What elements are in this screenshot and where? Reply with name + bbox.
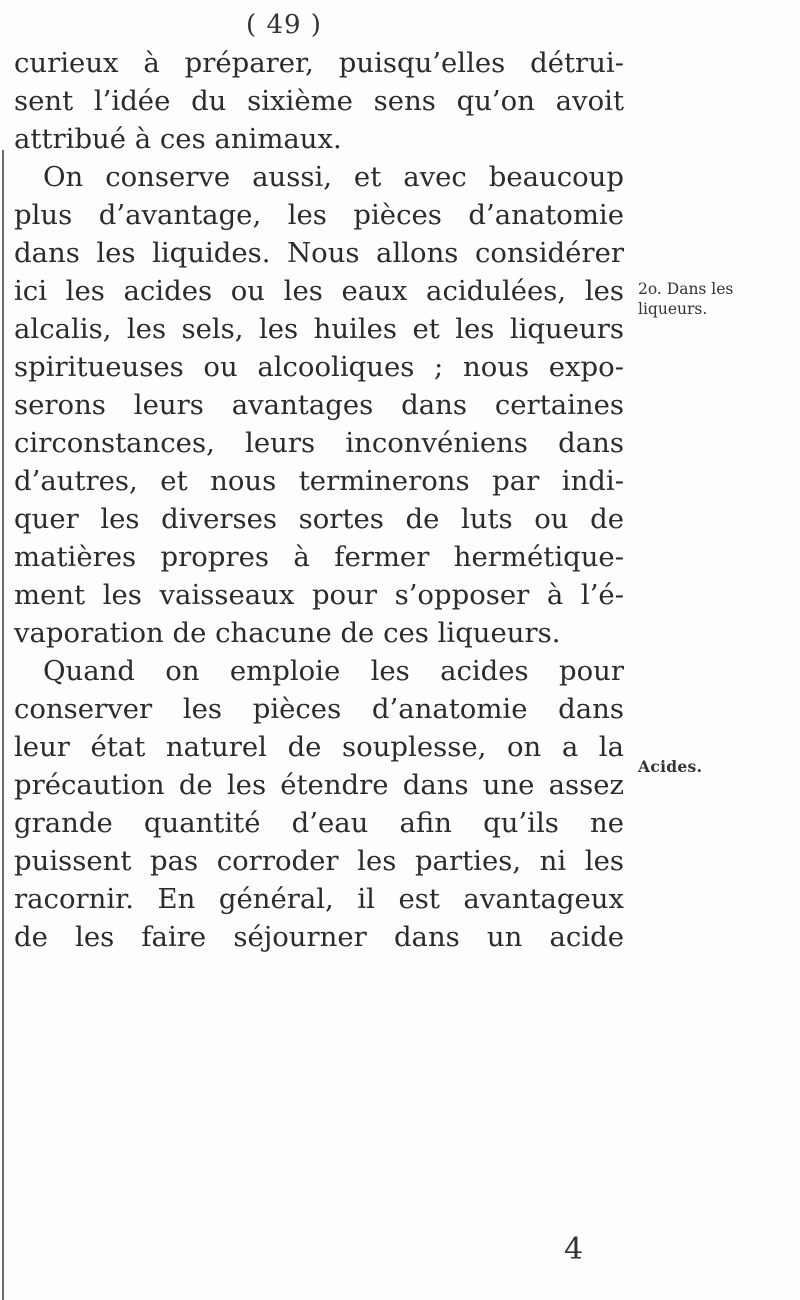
text-line: d’autres, et nous terminerons par indi-	[14, 465, 624, 497]
text-line: quer les diverses sortes de luts ou de	[14, 503, 624, 535]
text-line: curieux à préparer, puisqu’elles détrui-	[14, 47, 624, 79]
margin-note-line: liqueurs.	[638, 300, 708, 318]
catchword: 4	[564, 1232, 584, 1267]
text-line: conserver les pièces d’anatomie dans	[14, 693, 624, 725]
text-line: ici les acides ou les eaux acidulées, les	[14, 275, 624, 307]
page-number: ( 49 )	[246, 10, 322, 40]
body-text	[14, 44, 624, 956]
text-line: On conserve aussi, et avec beaucoup	[43, 161, 624, 193]
text-line: dans les liquides. Nous allons considérer	[14, 237, 624, 269]
text-line: ment les vaisseaux pour s’opposer à l’é-	[14, 579, 624, 611]
text-line: circonstances, leurs inconvéniens dans	[14, 427, 624, 459]
text-line: matières propres à fermer hermétique-	[14, 541, 624, 573]
text-line: racornir. En général, il est avantageux	[14, 883, 624, 915]
text-line: sent l’idée du sixième sens qu’on avoit	[14, 85, 624, 117]
text-line: plus d’avantage, les pièces d’anatomie	[14, 199, 624, 231]
margin-note-liqueurs	[638, 279, 733, 319]
text-line: Quand on emploie les acides pour	[43, 655, 624, 687]
margin-note-acides: Acides.	[638, 757, 703, 776]
text-line: puissent pas corroder les parties, ni les	[14, 845, 624, 877]
margin-note-line: 2o. Dans les	[638, 280, 734, 298]
text-line: vaporation de chacune de ces liqueurs.	[14, 617, 561, 649]
text-line: spiritueuses ou alcooliques ; nous expo-	[14, 351, 624, 383]
text-line: grande quantité d’eau afin qu’ils ne	[14, 807, 624, 839]
binding-edge	[2, 150, 4, 1300]
text-line: attribué à ces animaux.	[14, 123, 342, 155]
text-line: précaution de les étendre dans une assez	[14, 769, 624, 801]
text-line: alcalis, les sels, les huiles et les liqueurs	[14, 313, 624, 345]
text-line: serons leurs avantages dans certaines	[14, 389, 624, 421]
text-line: leur état naturel de souplesse, on a la	[14, 731, 624, 763]
text-line: de les faire séjourner dans un acide	[14, 921, 624, 953]
